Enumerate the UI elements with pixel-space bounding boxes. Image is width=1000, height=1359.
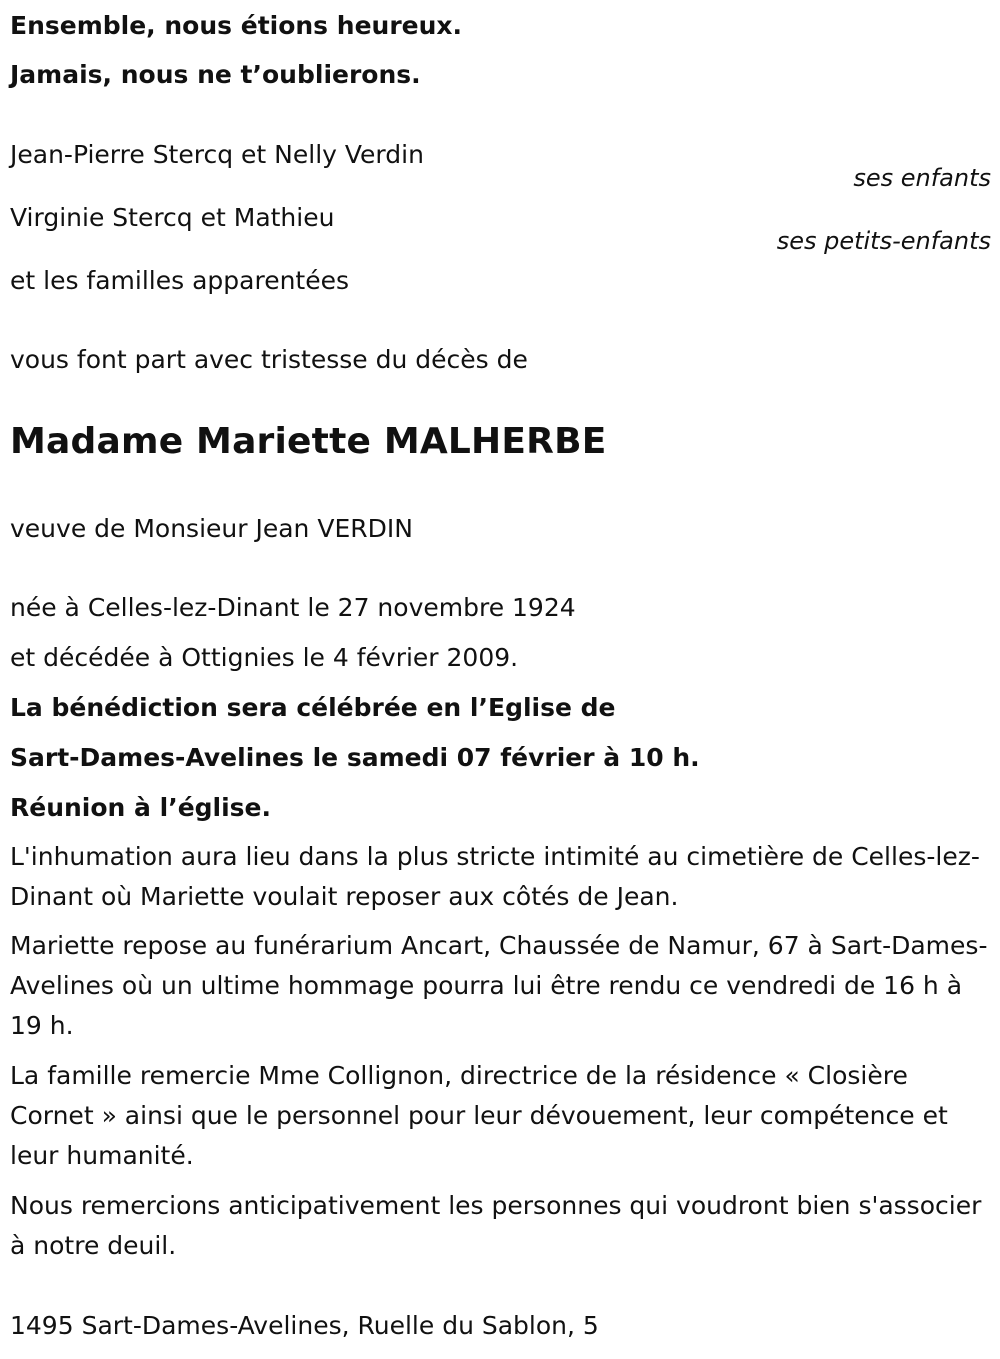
family-grandchildren: Virginie Stercq et Mathieu: [10, 203, 335, 232]
closing-paragraph: Nous remercions anticipativement les personnes qui voudront bien s'associer à notre deuil.: [10, 1191, 982, 1260]
deceased-name: Madame Mariette MALHERBE: [10, 421, 607, 462]
widow-of: veuve de Monsieur Jean VERDIN: [10, 514, 413, 543]
birth-info: née à Celles-lez-Dinant le 27 novembre 1924: [10, 593, 576, 622]
children-label: ses enfants: [853, 164, 991, 192]
family-address: 1495 Sart-Dames-Avelines, Ruelle du Sablon, 5: [10, 1311, 599, 1340]
announcement: vous font part avec tristesse du décès de: [10, 345, 528, 374]
funeral-home-paragraph: Mariette repose au funérarium Ancart, Chaussée de Namur, 67 à Sart-Dames-Avelines où un ultime hommage pourra lui être rendu ce vendredi de 16 h à 19 h.: [10, 931, 988, 1040]
thanks-paragraph: La famille remercie Mme Collignon, directrice de la résidence « Closière Cornet » ainsi que le personnel pour leur dévouement, leur compétence et leur humanité.: [10, 1061, 948, 1170]
motto-line-2: Jamais, nous ne t’oublierons.: [10, 60, 421, 89]
ceremony-line-1: La bénédiction sera célébrée en l’Eglise de: [10, 693, 616, 722]
motto-line-1: Ensemble, nous étions heureux.: [10, 11, 463, 40]
ceremony-line-3: Réunion à l’église.: [10, 793, 272, 822]
family-relatives: et les familles apparentées: [10, 266, 350, 295]
burial-paragraph: L'inhumation aura lieu dans la plus stricte intimité au cimetière de Celles-lez-Dinant où Mariette voulait reposer aux côtés de Jean.: [10, 842, 980, 911]
family-children: Jean-Pierre Stercq et Nelly Verdin: [10, 140, 424, 169]
ceremony-line-2: Sart-Dames-Avelines le samedi 07 février à 10 h.: [10, 743, 700, 772]
death-info: et décédée à Ottignies le 4 février 2009.: [10, 643, 519, 672]
grandchildren-label: ses petits-enfants: [776, 227, 991, 255]
